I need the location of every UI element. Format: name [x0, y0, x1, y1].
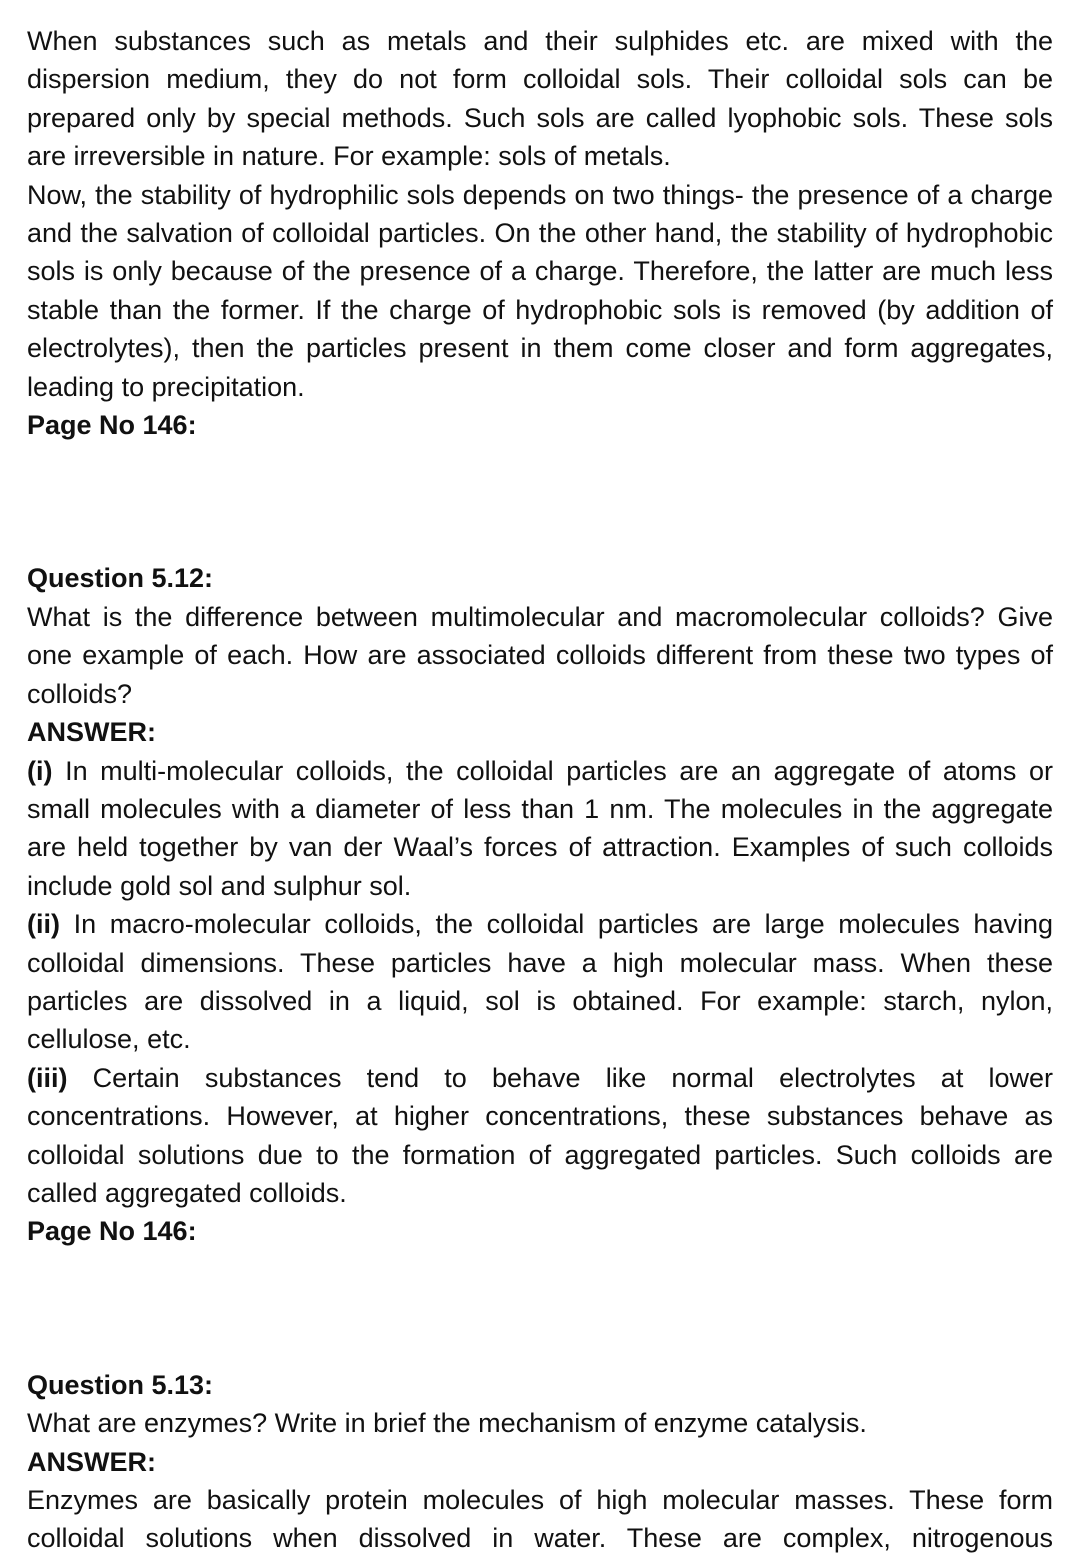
- page-number-label: Page No 146:: [27, 410, 197, 441]
- page-number-label: Page No 146:: [27, 1216, 197, 1247]
- question-text: What is the difference between multimolecular and macromolecular colloids? Give one example of each. How are associated colloids different from these two types of colloids?: [27, 601, 1053, 709]
- answer-item-text: Certain substances tend to behave like normal electrolytes at lower concentrations. However, at higher concentrations, these substances behave as colloidal solutions due to the formation of aggregated particles. Such colloids are called aggregated colloids.: [27, 1062, 1053, 1208]
- section-spacer: [27, 1251, 1053, 1366]
- answer-label: ANSWER:: [27, 1446, 156, 1477]
- answer-item-text: In macro-molecular colloids, the colloidal particles are large molecules having colloidal dimensions. These particles have a high molecular mass. When these particles are dissolved in a liquid, sol is obtained. For example: starch, nylon, cellulose, etc.: [27, 909, 1053, 1055]
- answer-paragraph: Enzymes are basically protein molecules of high molecular masses. These form colloidal solutions when dissolved in water. These are complex, nitrogenous: [27, 1485, 1053, 1554]
- answer-item-text: In multi-molecular colloids, the colloidal particles are an aggregate of atoms or small molecules with a diameter of less than 1 nm. The molecules in the aggregate are held together by van der Waal’s forces of attraction. Examples of such colloids include gold sol and sulphur sol.: [27, 755, 1053, 901]
- intro-paragraph-stability: Now, the stability of hydrophilic sols depends on two things- the presence of a charge and the salvation of colloidal particles. On the other hand, the stability of hydrophobic sols is only because of the presence of a charge. Therefore, the latter are much less stable than the former. If the charge of hydrophobic sols is removed (by addition of electrolytes), then the particles present in them come closer and form aggregates, leading to precipitation.: [27, 179, 1053, 402]
- answer-item: [27, 905, 1053, 1059]
- question-heading: Question 5.13:: [27, 1369, 214, 1400]
- answer-item: [27, 752, 1053, 906]
- answer-item-marker: (ii): [27, 909, 60, 940]
- answer-item-marker: (iii): [27, 1062, 68, 1093]
- answer-item-marker: (i): [27, 755, 53, 786]
- answer-label: ANSWER:: [27, 717, 156, 748]
- section-spacer: [27, 444, 1053, 559]
- question-text: What are enzymes? Write in brief the mechanism of enzyme catalysis.: [27, 1408, 867, 1439]
- intro-paragraph-lyophobic: When substances such as metals and their sulphides etc. are mixed with the dispersion medium, they do not form colloidal sols. Their colloidal sols can be prepared only by special methods. Such sols are called lyophobic sols. These sols are irreversible in nature. For example: sols of metals.: [27, 26, 1053, 172]
- answer-item: [27, 1059, 1053, 1213]
- question-heading: Question 5.12:: [27, 563, 214, 594]
